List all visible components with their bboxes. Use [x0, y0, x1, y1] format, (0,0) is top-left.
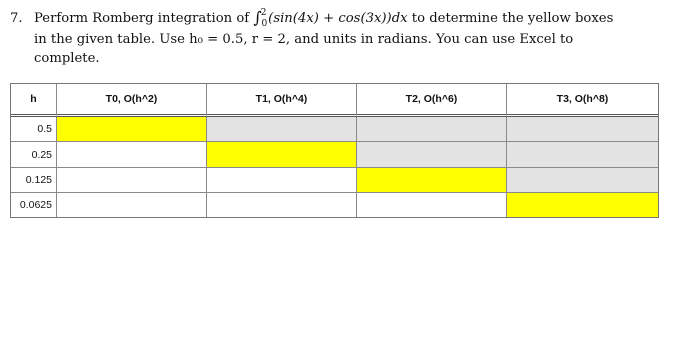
- integral-sign: ∫: [253, 8, 262, 27]
- t3-cell-2[interactable]: [507, 142, 658, 168]
- romberg-table: [10, 83, 659, 218]
- t1-cell-1[interactable]: [207, 117, 357, 142]
- header-t1: T1, O(h^4): [207, 84, 357, 117]
- question-text: [10, 7, 690, 68]
- t2-cell-4[interactable]: [357, 193, 507, 217]
- t1-cell-3[interactable]: [207, 168, 357, 193]
- question-line-3: complete.: [34, 51, 100, 66]
- integral-upper-limit: 2: [260, 8, 267, 18]
- t0-cell-3[interactable]: [57, 168, 207, 193]
- t3-cell-4[interactable]: [507, 193, 658, 217]
- header-t2: T2, O(h^6): [357, 84, 507, 117]
- t3-cell-3[interactable]: [507, 168, 658, 193]
- t2-cell-2[interactable]: [357, 142, 507, 168]
- question-line-1: [10, 7, 690, 30]
- t2-cell-3[interactable]: [357, 168, 507, 193]
- header-t0: T0, O(h^2): [57, 84, 207, 117]
- question-number: 7.: [10, 11, 23, 26]
- question-line-1-tail: to determine the yellow boxes: [407, 11, 614, 26]
- question-line-2: in the given table. Use h₀ = 0.5, r = 2, and units in radians. You can use Excel to: [34, 32, 574, 47]
- h-value-1: 0.5: [11, 117, 57, 142]
- t2-cell-1[interactable]: [357, 117, 507, 142]
- t1-cell-4[interactable]: [207, 193, 357, 217]
- integral-lower-limit: 0: [261, 19, 268, 29]
- t0-cell-2[interactable]: [57, 142, 207, 168]
- header-h: h: [11, 84, 57, 117]
- t0-cell-1[interactable]: [57, 117, 207, 142]
- h-value-2: 0.25: [11, 142, 57, 168]
- question-lead: Perform Romberg integration of: [34, 11, 254, 26]
- h-value-3: 0.125: [11, 168, 57, 193]
- h-value-4: 0.0625: [11, 193, 57, 217]
- t0-cell-4[interactable]: [57, 193, 207, 217]
- integrand: (sin(4x) + cos(3x))dx: [268, 11, 408, 26]
- t1-cell-2[interactable]: [207, 142, 357, 168]
- t3-cell-1[interactable]: [507, 117, 658, 142]
- header-t3: T3, O(h^8): [507, 84, 658, 117]
